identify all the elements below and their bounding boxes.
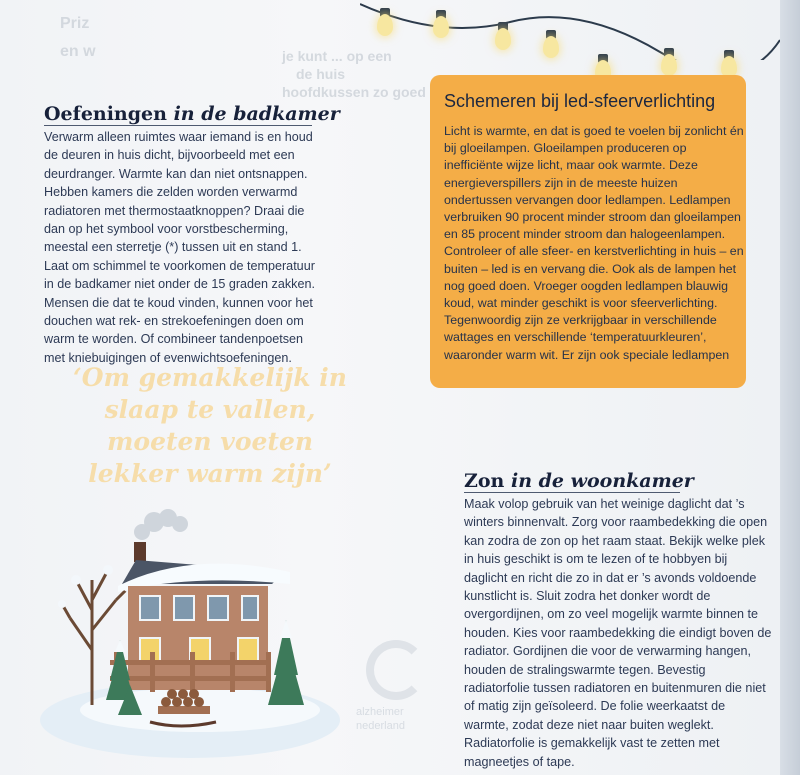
ghost-text-1: je kunt ... op een xyxy=(282,48,392,64)
ghost-text-2: de huis xyxy=(296,66,346,82)
title-underline xyxy=(44,125,312,126)
title-underline-2 xyxy=(464,492,680,493)
watermark-line-2: nederland xyxy=(356,720,405,732)
page-edge xyxy=(780,0,800,775)
section-title-bathroom: Oefeningen in de badkamer xyxy=(44,103,340,125)
box-body: Licht is warmte, en dat is goed te voelen bij zonlicht én bij gloeilampen. Gloeilampen produceren op inefficiënte wijze licht, maar ook warmte. Deze energieverspillers zijn in de meeste huizen ondertussen vervangen door ledlampen. Ledlampen verbruiken 90 procent minder stroom dan gloeilampen en 85 procent minder stroom dan halogeenlampen. Controleer of alle sfeer- en kerstverlichting in huis – en buiten – led is en vervang die. Ook als de lampen het nog goed doen. Vroeger oogden ledlampen blauwig koud, wat minder geschikt is voor sfeerverlichting. Tegenwoordig zijn ze verkrijgbaar in verschillende wattages en verschillende ‘temperatuurkleuren’, waaronder warm wit. Er zijn ook speciale ledlampen xyxy=(444,124,744,362)
box-title: Schemeren bij led-sfeerverlichting xyxy=(444,91,716,111)
ghost-text-3: hoofdkussen zo goed xyxy=(282,84,426,100)
ghost-text-corner: Priz en w xyxy=(60,15,96,60)
led-info-box xyxy=(430,75,746,388)
section-title-living: Zon in de woonkamer xyxy=(464,470,694,492)
watermark-logo-icon xyxy=(366,640,426,700)
body-living: Maak volop gebruik van het weinige daglicht dat ’s winters binnenvalt. Zorg voor raambedekking die open kan zodra de zon op het raam staat. Bekijk welke plek in huis geschikt is om te lezen of te hobbyen bij daglicht en richt die zo in dat er ’s avonds voldoende kunstlicht is. Sluit zodra het donker wordt de overgordijnen, om zo veel mogelijk warmte binnen te houden. Kies voor raambedekking die eindigt boven de radiator. Gordijnen die voor de verwarming hangen, houden de stralingswarmte tegen. Bevestig radiatorfolie tussen radiatoren en buitenmuren die niet of matig zijn geïsoleerd. De folie weerkaatst de warmte, zodat deze niet naar buiten weglekt. Radiatorfolie is gemakkelijk vast te zetten met magneetjes of tape. xyxy=(464,497,772,769)
watermark-line-1: alzheimer xyxy=(356,706,404,718)
body-bathroom: Verwarm alleen ruimtes waar iemand is en houd de deuren in huis dicht, bijvoorbeeld met een deurdranger. Warmte kan dan niet ontsnappen. Hebben kamers die zelden worden verwarmd radiatoren met thermostaatknoppen? Draai die dan op het symbool voor vorstbescherming, meestal een sterretje (*) tussen uit en stand 1. Laat om schimmel te voorkomen de temperatuur in de badkamer niet onder de 15 graden zakken. Mensen die dat te koud vinden, kunnen voor het douchen wat rek- en strekoefeningen doen om warm te worden. Of combineer tandenpoetsen met kniebuigingen of evenwichtsoefeningen. xyxy=(44,130,315,365)
winter-house-illustration xyxy=(40,500,340,760)
pull-quote: ‘Om gemakkelijk in slaap te vallen, moeten voeten lekker warm zijn’ xyxy=(73,363,347,488)
